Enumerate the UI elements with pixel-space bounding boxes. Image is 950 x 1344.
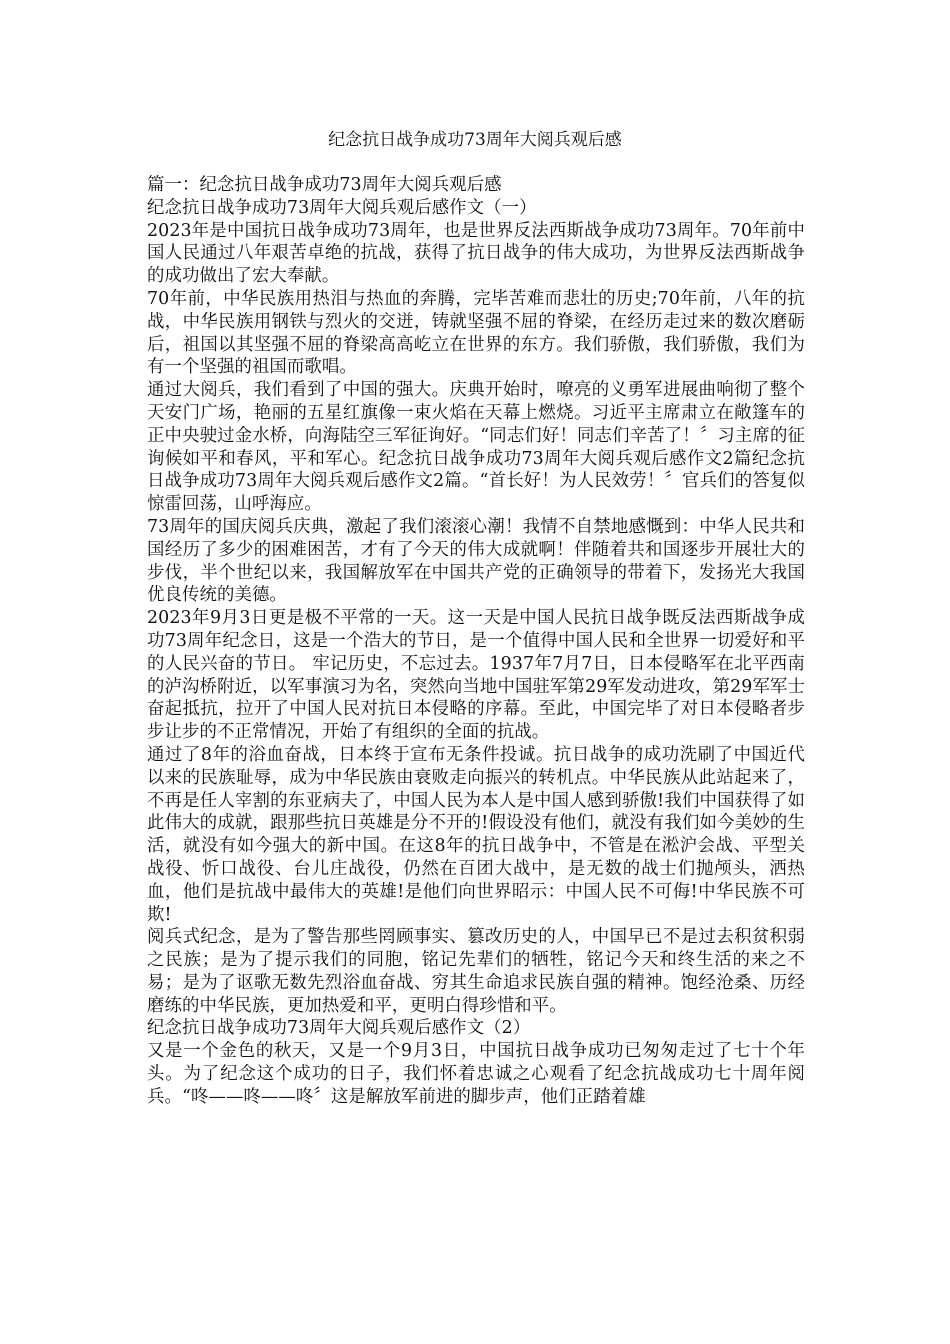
paragraph: 又是一个金色的秋天，又是一个9月3日，中国抗日战争成功已匆匆走过了七十个年头。为了纪念这个成功的日子，我们怀着忠诚之心观看了纪念抗战成功七十周年阅兵。“咚——咚——咚〞这是解放军前进的脚步声，他们正踏着雄: [147, 1041, 805, 1107]
paragraph: 2023年9月3日更是极不平常的一天。这一天是中国人民抗日战争既反法西斯战争成功73周年纪念日，这是一个浩大的节日，是一个值得中国人民和全世界一切爱好和平的人民兴奋的节日。 牢记历史，不忘过去。1937年7月7日，日本侵略军在北平西南的泸沟桥附近，以军事演习为名，突然向当地中国驻军第29军发动进攻，第29军军士奋起抵抗，拉开了中国人民对抗日本侵略的序幕。至此，中国完毕了对日本侵略者步步让步的不正常情况，开始了有组织的全面的抗战。: [147, 608, 805, 743]
document-title: 纪念抗日战争成功73周年大阅兵观后感: [328, 130, 622, 150]
paragraph: 通过大阅兵，我们看到了中国的强大。庆典开始时，嘹亮的义勇军进展曲响彻了整个天安门广场，艳丽的五星红旗像一束火焰在天幕上燃烧。习近平主席肃立在敞篷车的正中央驶过金水桥，向海陆空三军征询好。“同志们好！同志们辛苦了！〞习主席的征询候如平和春风，平和军心。纪念抗日战争成功73周年大阅兵观后感作文2篇纪念抗日战争成功73周年大阅兵观后感作文2篇。“首长好！为人民效劳！〞官兵们的答复似惊雷回荡，山呼海应。: [147, 380, 805, 515]
section-heading: 篇一：纪念抗日战争成功73周年大阅兵观后感: [147, 175, 502, 195]
paragraph: 73周年的国庆阅兵庆典，激起了我们滚滚心潮！我情不自禁地感慨到：中华人民共和国经历了多少的困难困苦，才有了今天的伟大成就啊！伴随着共和国逐步开展壮大的步伐，半个世纪以来，我国解放军在中国共产党的正确领导的带着下，发扬光大我国优良传统的美德。: [147, 516, 805, 606]
paragraph: 2023年是中国抗日战争成功73周年，也是世界反法西斯战争成功73周年。70年前中国人民通过八年艰苦卓绝的抗战，获得了抗日战争的伟大成功，为世界反法西斯战争的成功做出了宏大奉献。: [147, 220, 805, 287]
paragraph: 阅兵式纪念，是为了警告那些罔顾事实、篡改历史的人，中国早已不是过去积贫积弱之民族；是为了提示我们的同胞，铭记先辈们的牺牲，铭记今天和终生活的来之不易；是为了讴歌无数先烈浴血奋战、穷其生命追求民族自强的精神。饱经沧桑、历经磨练的中华民族，更加热爱和平，更明白得珍惜和平。: [147, 927, 805, 1016]
document-body: [147, 174, 805, 1109]
essay-heading-1: 纪念抗日战争成功73周年大阅兵观后感作文（一）: [147, 197, 537, 218]
paragraph: 通过了8年的浴血奋战，日本终于宣布无条件投诚。抗日战争的成功洗刷了中国近代以来的民族耻辱，成为中华民族由衰败走向振兴的转机点。中华民族从此站起来了，不再是任人宰割的东亚病夫了，中国人民为本人是中国人感到骄傲!我们中国获得了如此伟大的成就，跟那些抗日英雄是分不开的!假设没有他们，就没有我们如今美妙的生活，就没有如今强大的新中国。在这8年的抗日战争中，不管是在淞沪会战、平型关战役、忻口战役、台儿庄战役，仍然在百团大战中，是无数的战士们抛颅头，洒热血，他们是抗战中最伟大的英雄!是他们向世界昭示：中国人民不可侮!中华民族不可欺!: [147, 744, 805, 925]
essay-heading-2: 纪念抗日战争成功73周年大阅兵观后感作文（2）: [147, 1018, 531, 1039]
paragraph: 70年前，中华民族用热泪与热血的奔腾，完毕苦难而悲壮的历史;70年前，八年的抗战，中华民族用钢铁与烈火的交迸，铸就坚强不屈的脊梁，在经历走过来的数次磨砺后，祖国以其坚强不屈的脊梁高高屹立在世界的东方。我们骄傲，我们骄傲，我们为有一个坚强的祖国而歌唱。: [147, 288, 805, 378]
